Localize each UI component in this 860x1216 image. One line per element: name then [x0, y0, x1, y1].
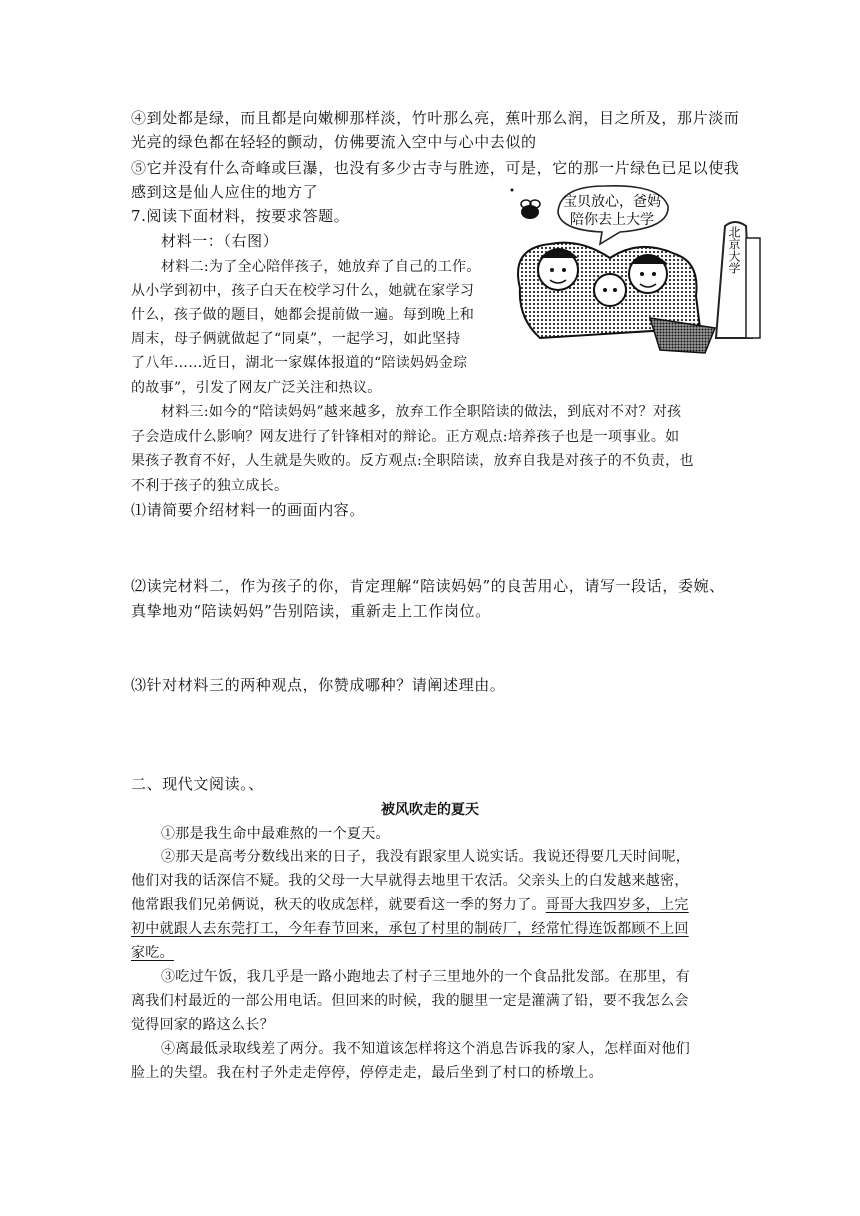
sub-question-1: ⑴请简要介绍材料一的画面内容。: [131, 501, 366, 519]
material-1-label: 材料一：（右图）: [161, 232, 279, 250]
paragraph-2-line: ②那天是高考分数线出来的日子，我没有跟家里人说实话。我说还得要几天时间呢，: [161, 849, 691, 865]
paragraph-2-line: [131, 894, 689, 916]
section-2-heading: 二、现代文阅读。、: [131, 775, 264, 793]
material-2-line: 周末，母子俩就做起了“同桌”，一起学习，如此坚持: [131, 331, 461, 347]
paragraph-1: ①那是我生命中最难熬的一个夏天。: [161, 826, 390, 842]
paragraph-2-text: 他常跟我们兄弟俩说，秋天的收成怎样，就要看这一季的努力了。: [131, 897, 546, 913]
material-3-line: 材料三:如今的“陪读妈妈”越来越多，放弃工作全职陪读的做法，到底对不对？对孩: [161, 404, 682, 420]
material-3-line: 不利于孩子的独立成长。: [131, 478, 289, 494]
question-7-heading: 7.阅读下面材料，按要求答题。: [131, 207, 350, 225]
underlined-line: 初中就跟人去东莞打工，今年春节回来，承包了村里的制砖厂，经常忙得连饭都顾不上回: [131, 921, 689, 937]
bee-icon: [511, 189, 541, 220]
material-2-line: 了八年……近日，湖北一家媒体报道的“陪读妈妈金琮: [131, 355, 468, 371]
underlined-line: 家吃。: [131, 945, 174, 961]
sub-question-2-line-2: 真挚地劝“陪读妈妈”告别陪读，重新走上工作岗位。: [131, 602, 491, 620]
option-4-line-1: ④到处都是绿，而且都是向嫩柳那样淡，竹叶那么亮，蕉叶那么润，目之所及，那片淡而: [131, 109, 740, 127]
material-3-line: 果孩子教育不好，人生就是失败的。反方观点:全职陪读，放弃自我是对孩子的不负责，也: [131, 453, 694, 469]
story-title: 被风吹走的夏天: [381, 802, 479, 818]
option-5-line-2: 感到这是仙人应住的地方了: [131, 183, 319, 201]
underlined-text: 哥哥大我四岁多，上完: [545, 897, 689, 913]
university-gate: [716, 222, 760, 338]
family-figures: [518, 243, 715, 353]
paragraph-3-line: 觉得回家的路这么长？: [131, 1017, 274, 1033]
material-3-line: 子会造成什么影响？网友进行了针锋相对的辩论。正方观点:培养孩子也是一项事业。如: [131, 429, 680, 445]
gate-sign: 北京大学: [727, 226, 741, 274]
paragraph-4-line: 脸上的失望。我在村子外走走停停，停停走走，最后坐到了村口的桥墩上。: [131, 1065, 603, 1081]
speech-caption-line-2: 陪你去上大学: [570, 212, 654, 228]
cartoon-illustration: [500, 178, 770, 368]
material-2-line: 的故事”，引发了网友广泛关注和热议。: [131, 380, 382, 396]
material-2-line: 什么，孩子做的题目，她都会提前做一遍。每到晚上和: [131, 307, 475, 323]
paragraph-3-line: 离我们村最近的一部公用电话。但回来的时候，我的腿里一定是灌满了铅，要不我怎么会: [131, 993, 689, 1009]
sub-question-3: ⑶针对材料三的两种观点，你赞成哪种？请阐述理由。: [131, 676, 506, 694]
speech-caption-line-1: 宝贝放心，爸妈: [563, 194, 661, 210]
material-2-line: 从小学到初中，孩子白天在校学习什么，她就在家学习: [131, 283, 475, 299]
sub-question-2-line-1: ⑵读完材料二，作为孩子的你，肯定理解“陪读妈妈”的良苦用心，请写一段话，委婉、: [131, 577, 725, 595]
paragraph-2-line: 他们对我的话深信不疑。我的父母一大早就得去地里干农活。父亲头上的白发越来越密，: [131, 873, 689, 889]
speech-bubble: [558, 186, 668, 244]
material-2-line: 材料二:为了全心陪伴孩子，她放弃了自己的工作。: [161, 259, 481, 275]
paragraph-4-line: ④离最低录取线差了两分。我不知道该怎样将这个消息告诉我的家人，怎样面对他们: [161, 1041, 691, 1057]
option-4-line-2: 光亮的绿色都在轻轻的颤动，仿佛要流入空中与心中去似的: [131, 133, 537, 151]
paragraph-3-line: ③吃过午饭，我几乎是一路小跑地去了村子三里地外的一个食品批发部。在那里，有: [161, 969, 691, 985]
option-5-line-1: ⑤它并没有什么奇峰或巨瀑，也没有多少古寺与胜迹，可是，它的那一片绿色已足以使我: [131, 159, 740, 177]
